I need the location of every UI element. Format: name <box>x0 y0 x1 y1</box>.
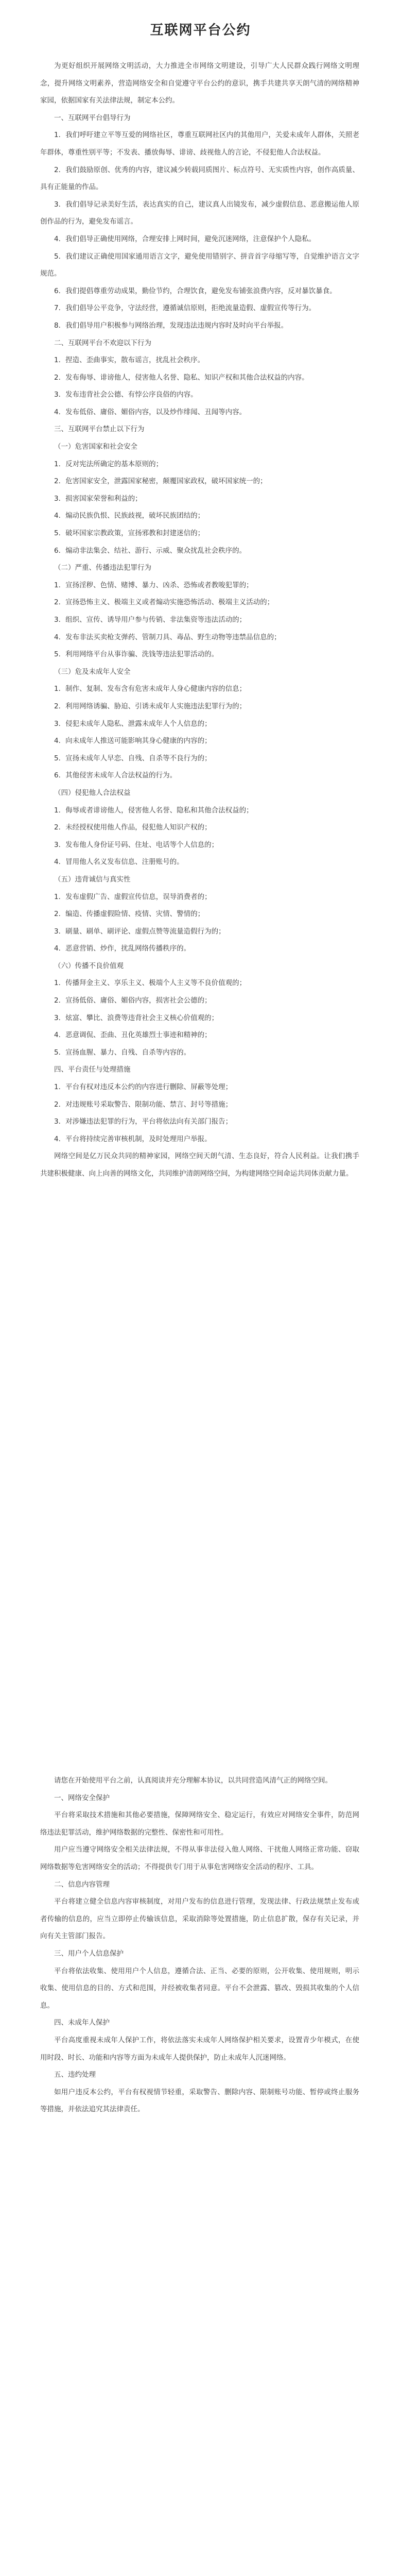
clause-item: 3．组织、宣传、诱导用户参与传销、非法集资等违法活动的； <box>54 616 247 624</box>
clause-item: 6．我们提倡尊重劳动成果，勤俭节约，合理饮食，避免发布铺张浪费内容，反对暴饮暴食。 <box>54 286 337 295</box>
clause-item: 3．侵犯未成年人隐私、泄露未成年人个人信息的； <box>54 719 212 728</box>
clause-item: 4．煽动民族仇恨、民族歧视，破坏民族团结的； <box>54 512 205 520</box>
clause-item: 2．对违规账号采取警告、限制功能、禁言、封号等措施； <box>54 1100 233 1109</box>
clause-item: 平台将依法收集、使用用户个人信息，遵循合法、正当、必要的原则，公开收集、使用规则，明示收集、使用信息的目的、方式和范围，并经被收集者同意。平台不会泄露、篡改、毁损其收集的个人信息。 <box>40 1967 359 2010</box>
clause-item: 3．刷量、刷单、刷评论、虚假点赞等流量造假行为的； <box>54 927 225 936</box>
clause-item: 2．发布侮辱、诽谤他人，侵害他人名誉、隐私、知识产权和其他合法权益的内容。 <box>54 373 309 382</box>
section-heading: 二、互联网平台不欢迎以下行为 <box>54 338 151 347</box>
clause-item: 1．平台有权对违反本公约的内容进行删除、屏蔽等处理； <box>54 1083 233 1092</box>
clause-item: 5．宣扬血腥、暴力、自残、自杀等内容的。 <box>54 1048 191 1057</box>
clause-item: 6．煽动非法集会、结社、游行、示威、聚众扰乱社会秩序的。 <box>54 546 247 555</box>
clause-item: 2．宣扬低俗、庸俗、媚俗内容，损害社会公德的； <box>54 996 212 1005</box>
clause-item: 1．宣扬淫秽、色情、赌博、暴力、凶杀、恐怖或者教唆犯罪的； <box>54 581 253 589</box>
clause-item: 5．破坏国家宗教政策，宣扬邪教和封建迷信的； <box>54 529 205 538</box>
clause-item: 4．恶意调侃、歪曲、丑化英雄烈士事迹和精神的； <box>54 1031 212 1040</box>
section-heading: 三、互联网平台禁止以下行为 <box>54 425 145 434</box>
section-heading: 一、互联网平台倡导行为 <box>54 113 131 122</box>
section-heading: 一、网络安全保护 <box>54 1793 110 1802</box>
section-heading: 二、信息内容管理 <box>54 1880 110 1889</box>
clause-item: 3．发布他人身份证号码、住址、电话等个人信息的； <box>54 840 219 849</box>
clause-item: 4．恶意营销、炒作，扰乱网络传播秩序的。 <box>54 944 191 953</box>
clause-item: 平台将建立健全信息内容审核制度，对用户发布的信息进行管理，发现法律、行政法规禁止发布或者传输的信息的，应当立即停止传输该信息，采取消除等处置措施，防止信息扩散，保存有关记录，并向有关主管部门报告。 <box>40 1897 359 1941</box>
section-heading: 四、未成年人保护 <box>54 2019 110 2027</box>
intro-paragraph: 为更好组织开展网络文明活动，大力推进全市网络文明建设，引导广大人民群众践行网络文明理念，提升网络文明素养，营造网络安全和自觉遵守平台公约的意识，携手共建共享天朗气清的网络精神家园，依据国家有关法律法规，制定本公约。 <box>40 62 359 105</box>
clause-item: （六）传播不良价值观 <box>54 961 124 970</box>
clause-item: （一）危害国家和社会安全 <box>54 443 137 451</box>
clause-item: 1．传播拜金主义、享乐主义、极端个人主义等不良价值观的； <box>54 979 247 988</box>
clause-item: （三）危及未成年人安全 <box>54 667 131 676</box>
clause-item: 1．发布虚假广告、虚假宣传信息，误导消费者的； <box>54 892 212 901</box>
clause-item: 4．平台将持续完善审核机制，及时处理用户举报。 <box>54 1134 212 1143</box>
agreement-body <box>40 1772 359 2119</box>
clause-item: 3．我们倡导记录美好生活，表达真实的自己，建议真人出镜发布，减少虚假信息、恶意搬运他人原创作品的行为，避免发布谣言。 <box>40 200 359 226</box>
convention-body <box>40 58 359 1183</box>
clause-item: （四）侵犯他人合法权益 <box>54 788 131 797</box>
section-heading: 四、平台责任与处理措施 <box>54 1065 131 1074</box>
clause-item: 4．向未成年人推送可能影响其身心健康的内容的； <box>54 737 212 745</box>
clause-item: 2．未经授权使用他人作品，侵犯他人知识产权的； <box>54 823 212 832</box>
clause-item: 8．我们倡导用户积极参与网络治理，发现违法违规内容时及时向平台举报。 <box>54 321 288 330</box>
page-title: 互联网平台公约 <box>150 23 251 38</box>
clause-item: 1．反对宪法所确定的基本原则的； <box>54 460 163 468</box>
clause-item: （五）违背诚信与真实性 <box>54 875 131 884</box>
clause-item: 2．编造、传播虚假险情、疫情、灾情、警情的； <box>54 910 205 919</box>
clause-item: 3．对涉嫌违法犯罪的行为，平台将依法向有关部门报告； <box>54 1117 233 1126</box>
clause-item: 1．捏造、歪曲事实，散布谣言，扰乱社会秩序。 <box>54 356 205 365</box>
clause-item: 4．冒用他人名义发布信息、注册账号的。 <box>54 858 184 867</box>
clause-item: 如用户违反本公约，平台有权视情节轻重，采取警告、删除内容、限制账号功能、暂停或终止服务等措施，并依法追究其法律责任。 <box>40 2088 359 2114</box>
clause-item: 4．发布低俗、庸俗、媚俗内容，以及炒作绯闻、丑闻等内容。 <box>54 408 247 416</box>
clause-item: 1．制作、复制、发布含有危害未成年人身心健康内容的信息； <box>54 685 247 693</box>
section-heading: 五、违约处理 <box>54 2071 96 2079</box>
clause-item: 5．宣扬未成年人早恋、自残、自杀等不良行为的； <box>54 754 212 762</box>
clause-item: 2．利用网络诱骗、胁迫、引诱未成年人实施违法犯罪行为的； <box>54 702 247 710</box>
clause-item: 平台高度重视未成年人保护工作，将依法落实未成年人网络保护相关要求，设置青少年模式，在使用时段、时长、功能和内容等方面为未成年人提供保护，防止未成年人沉迷网络。 <box>40 2036 359 2062</box>
clause-item: 2．我们鼓励原创、优秀的内容，建议减少转载同质图片、标点符号、无实质性内容，创作高质量、具有正能量的作品。 <box>40 165 359 192</box>
clause-item: 2．危害国家安全，泄露国家秘密，颠覆国家政权，破坏国家统一的； <box>54 477 267 486</box>
closing-paragraph: 网络空间是亿万民众共同的精神家园，网络空间天朗气清、生态良好，符合人民利益。让我们携手共建积极健康、向上向善的网络文化，共同维护清朗网络空间，为构建网络空间命运共同体贡献力量。 <box>40 1152 359 1178</box>
clause-item: 4．我们倡导正确使用网络，合理安排上网时间，避免沉迷网络，注意保护个人隐私。 <box>54 234 316 243</box>
clause-item: 1．我们呼吁建立平等互爱的网络社区，尊重互联网社区内的其他用户，关爱未成年人群体，关照老年群体，尊重性别平等；不发表、播放侮辱、诽谤、歧视他人的言论，不侵犯他人合法权益。 <box>40 131 359 157</box>
clause-item: 7．我们倡导公平竞争，守法经营，遵循诚信原则，拒绝流量造假、虚假宣传等行为。 <box>54 304 316 313</box>
clause-item: 3．发布违背社会公德、有悖公序良俗的内容。 <box>54 391 198 399</box>
section-heading: 三、用户个人信息保护 <box>54 1949 124 1958</box>
clause-item: （二）严重、传播违法犯罪行为 <box>54 564 151 572</box>
clause-item: 2．宣扬恐怖主义、极端主义或者煽动实施恐怖活动、极端主义活动的； <box>54 598 274 607</box>
clause-item: 平台将采取技术措施和其他必要措施，保障网络安全、稳定运行，有效应对网络安全事件，防范网络违法犯罪活动，维护网络数据的完整性、保密性和可用性。 <box>40 1811 359 1837</box>
clause-item: 4．发布非法买卖枪支弹药、管制刀具、毒品、野生动物等违禁品信息的； <box>54 633 281 641</box>
clause-item: 6．其他侵害未成年人合法权益的行为。 <box>54 771 177 780</box>
clause-item: 用户应当遵守网络安全相关法律法规，不得从事非法侵入他人网络、干扰他人网络正常功能、窃取网络数据等危害网络安全的活动；不得提供专门用于从事危害网络安全活动的程序、工具。 <box>40 1845 359 1871</box>
clause-item: 1．侮辱或者诽谤他人，侵害他人名誉、隐私和其他合法权益的； <box>54 806 253 815</box>
clause-item: 3．损害国家荣誉和利益的； <box>54 494 142 503</box>
agreement-intro-paragraph: 请您在开始使用平台之前，认真阅读并充分理解本协议，以共同营造风清气正的网络空间。 <box>54 1776 332 1785</box>
clause-item: 5．利用网络平台从事诈骗、洗钱等违法犯罪活动的。 <box>54 650 219 659</box>
clause-item: 3．炫富、攀比、浪费等违背社会主义核心价值观的； <box>54 1013 219 1022</box>
clause-item: 5．我们建议正确使用国家通用语言文字，避免使用错别字、拼音首字母缩写等，自觉维护语言文字规范。 <box>40 252 359 278</box>
